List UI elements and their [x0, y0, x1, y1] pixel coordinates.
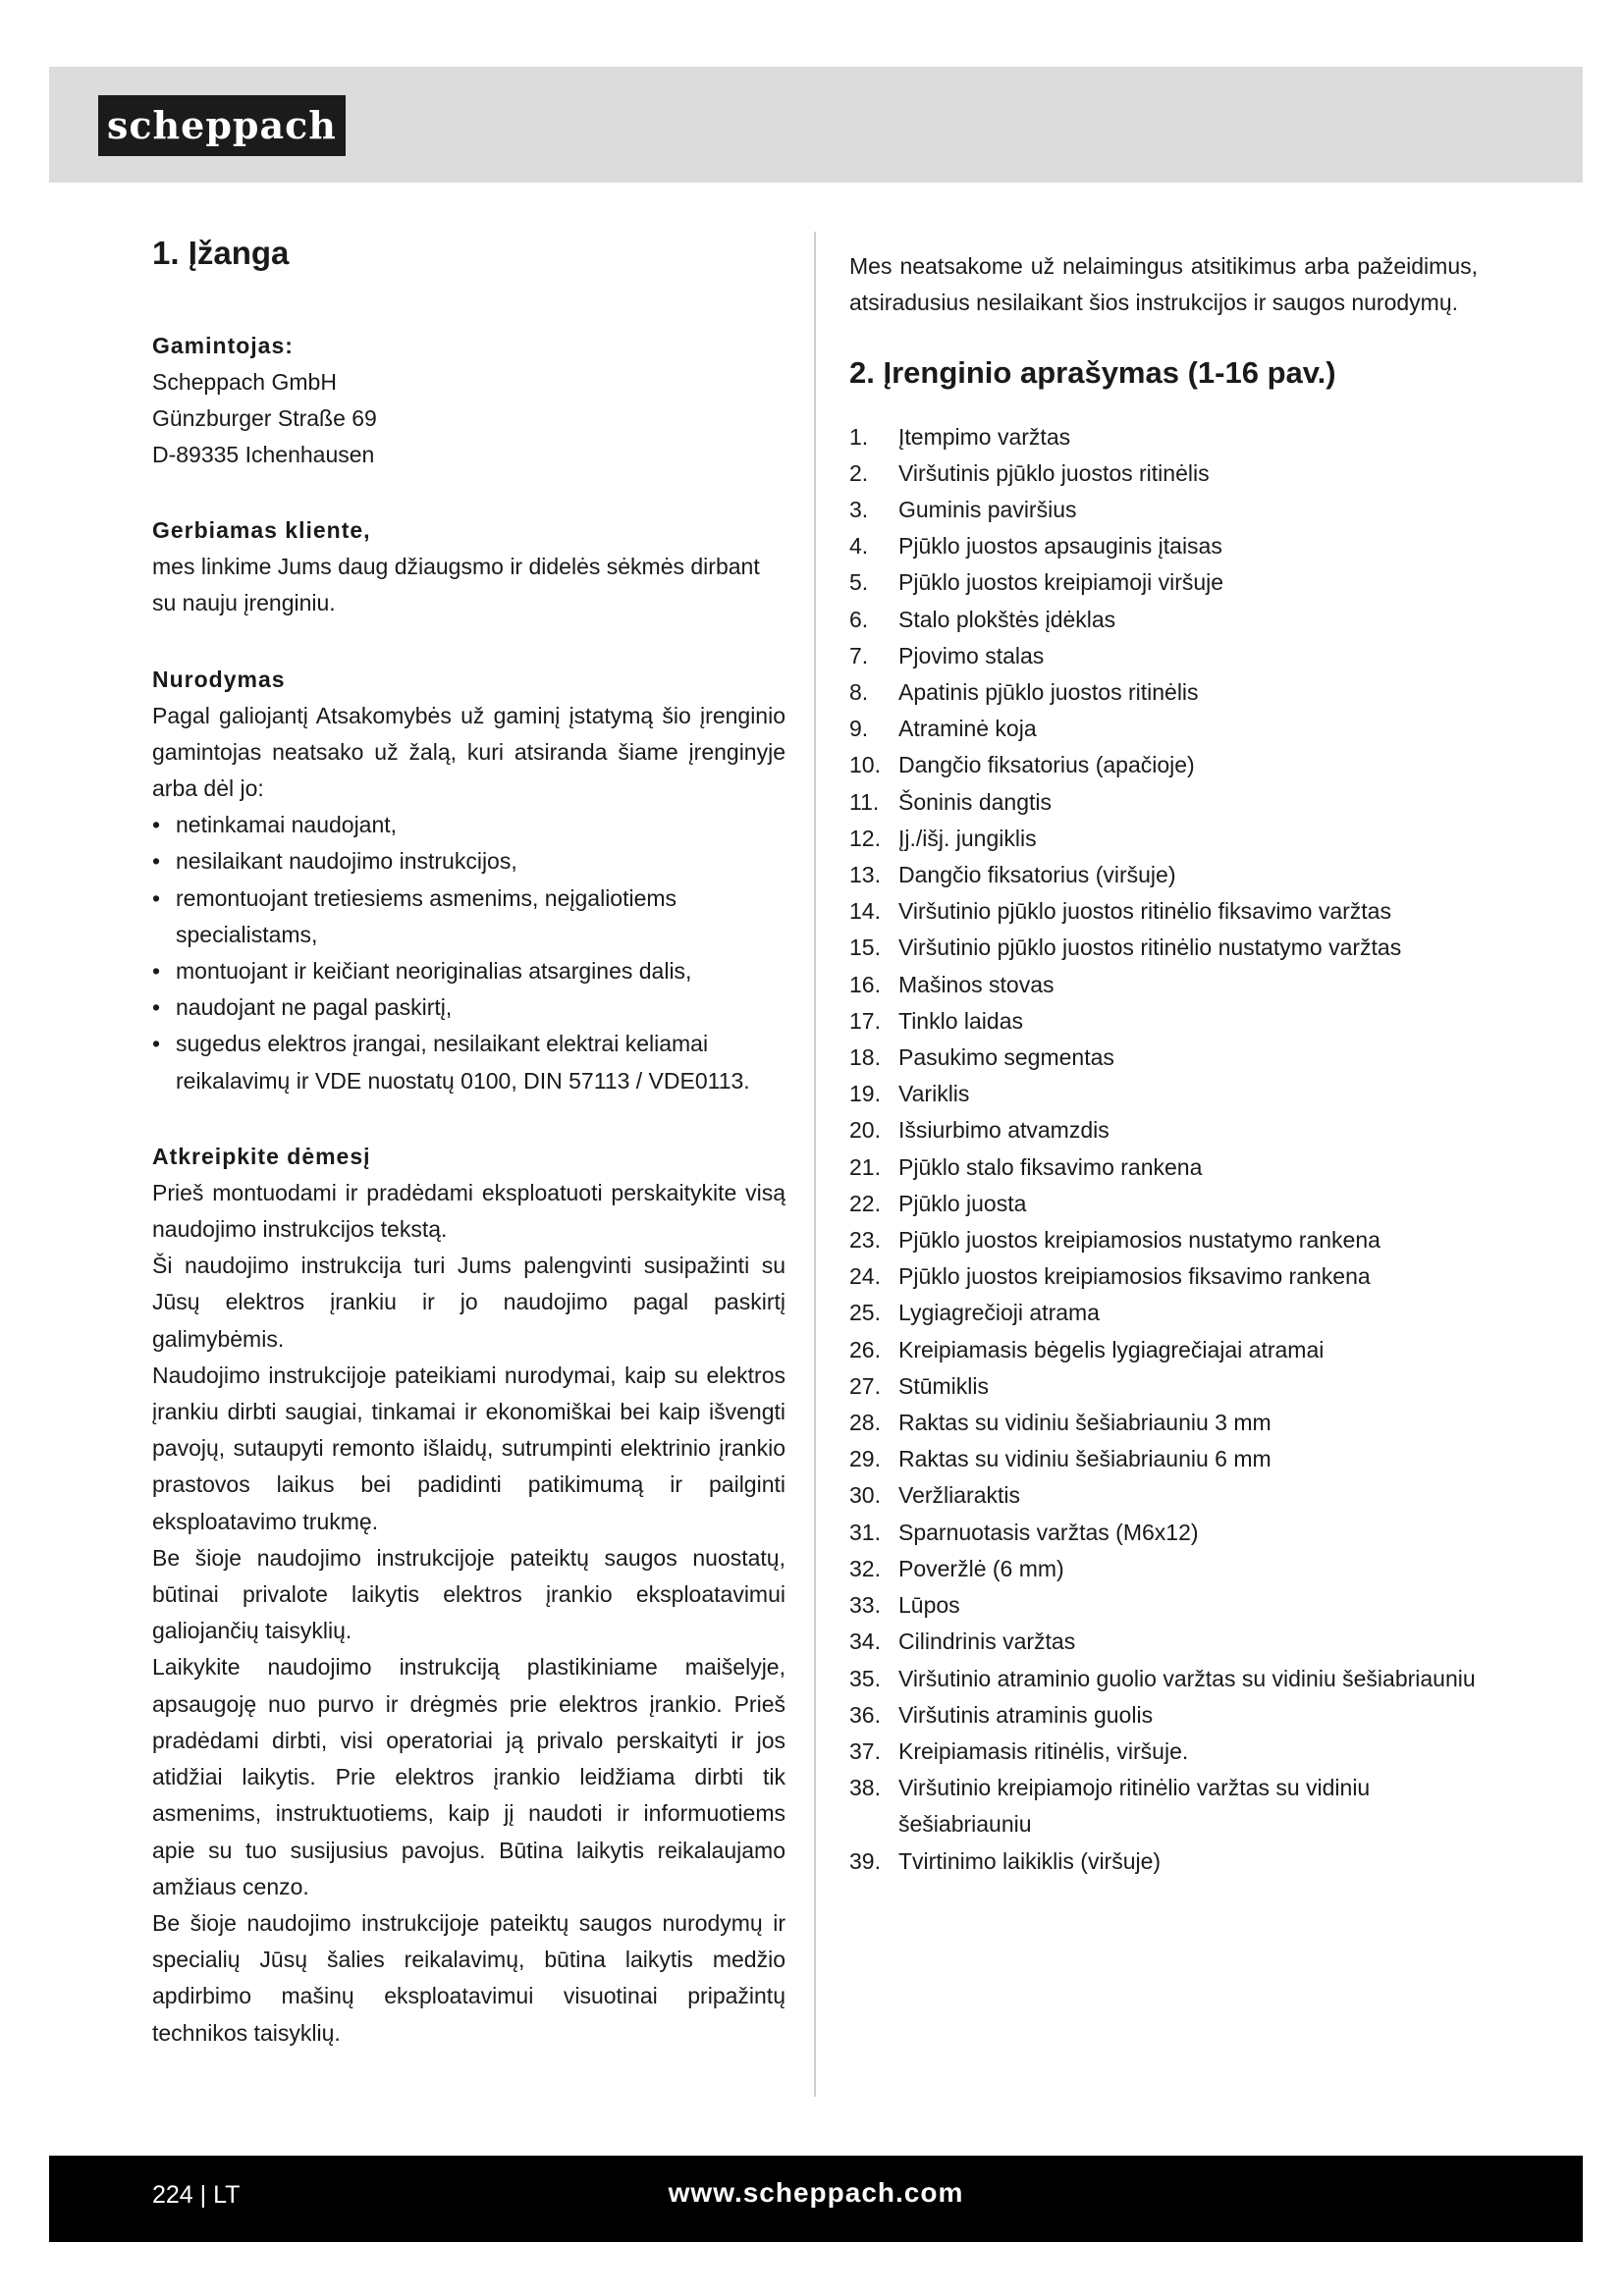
part-name: Lygiagrečioji atrama — [898, 1300, 1100, 1326]
part-number: 12. — [849, 825, 881, 851]
liability-exclusion-list — [152, 807, 785, 1099]
right-column — [849, 248, 1478, 1880]
scheppach-logo — [98, 95, 346, 156]
list-item: • remontuojant tretiesiems asmenims, neįgaliotiems specialistams, — [152, 881, 785, 953]
address-line: Günzburger Straße 69 — [152, 404, 377, 431]
part-name: Sparnuotasis varžtas (M6x12) — [898, 1519, 1199, 1545]
part-name: Viršutinis atraminis guolis — [898, 1701, 1154, 1728]
part-number: 27. — [849, 1372, 881, 1399]
list-item — [849, 821, 1478, 857]
part-name: Pjūklo juostos kreipiamosios fiksavimo rankena — [898, 1263, 1371, 1290]
list-item — [849, 1477, 1478, 1514]
list-item — [849, 1368, 1478, 1405]
part-name: Raktas su vidiniu šešiabriauniu 3 mm — [898, 1410, 1272, 1436]
list-item — [849, 1551, 1478, 1587]
part-name: Pjūklo juostos kreipiamoji viršuje — [898, 569, 1224, 596]
manufacturer-label: Gamintojas: — [152, 332, 294, 358]
list-item: • montuojant ir keičiant neoriginalias atsargines dalis, — [152, 953, 785, 989]
list-item — [849, 1770, 1478, 1842]
logo-text: scheppach — [107, 103, 337, 147]
attention-paragraph: Be šioje naudojimo instrukcijoje pateiktų saugos nurodymų ir specialių Jūsų šalies reikalavimų, būtina laikytis medžio apdirbimo mašinų eksploatavimui visuotinai pripažintų technikos taisyklių. — [152, 1909, 785, 2046]
list-item — [849, 528, 1478, 564]
list-item — [849, 1697, 1478, 1734]
list-item — [849, 930, 1478, 966]
section-heading-introduction: 1. Įžanga — [152, 235, 290, 271]
part-number: 16. — [849, 971, 881, 997]
page-number: 224 | LT — [152, 2181, 241, 2209]
part-name: Viršutinio kreipiamojo ritinėlio varžtas su vidiniu šešiabriauniu — [898, 1775, 1371, 1838]
part-name: Pjūklo juosta — [898, 1190, 1027, 1216]
list-item: • nesilaikant naudojimo instrukcijos, — [152, 843, 785, 880]
attention-paragraph: Be šioje naudojimo instrukcijoje pateiktų saugos nuostatų, būtinai privalote laikytis elektros įrankio eksploatavimui galiojančių taisyklių. — [152, 1544, 785, 1644]
part-name: Apatinis pjūklo juostos ritinėlis — [898, 679, 1199, 706]
list-item: • sugedus elektros įrangai, nesilaikant elektrai keliamai reikalavimų ir VDE nuostatų 0100, DIN 57113 / VDE0113. — [152, 1026, 785, 1098]
list-item — [849, 492, 1478, 528]
part-number: 7. — [849, 642, 869, 668]
list-item — [849, 1515, 1478, 1551]
section-heading-device-description: 2. Įrenginio aprašymas (1-16 pav.) — [849, 355, 1336, 391]
part-name: Mašinos stovas — [898, 971, 1055, 997]
list-item — [849, 893, 1478, 930]
part-number: 36. — [849, 1701, 881, 1728]
part-name: Įj./išj. jungiklis — [898, 825, 1037, 851]
list-item — [849, 1587, 1478, 1624]
part-number: 3. — [849, 497, 869, 522]
part-name: Dangčio fiksatorius (apačioje) — [898, 752, 1195, 778]
part-name: Pasukimo segmentas — [898, 1044, 1114, 1071]
website-link[interactable]: www.scheppach.com — [668, 2177, 964, 2208]
parts-list — [849, 419, 1478, 1880]
part-number: 11. — [849, 788, 880, 815]
list-item — [849, 419, 1478, 455]
part-name: Stalo plokštės įdėklas — [898, 606, 1116, 632]
list-item — [849, 857, 1478, 893]
part-name: Lūpos — [898, 1592, 960, 1619]
part-number: 13. — [849, 862, 881, 888]
customer-label: Gerbiamas kliente, — [152, 517, 371, 544]
part-number: 39. — [849, 1847, 881, 1874]
part-name: Šoninis dangtis — [898, 788, 1052, 815]
part-name: Viršutinio pjūklo juostos ritinėlio fiksavimo varžtas — [898, 898, 1391, 925]
list-item — [849, 1332, 1478, 1368]
left-column — [152, 234, 785, 2052]
part-number: 26. — [849, 1336, 881, 1362]
part-number: 9. — [849, 716, 869, 742]
footer-bar — [49, 2156, 1583, 2242]
list-item — [849, 747, 1478, 783]
part-name: Atraminė koja — [898, 716, 1037, 742]
list-item — [849, 1112, 1478, 1148]
part-number: 6. — [849, 606, 869, 632]
part-name: Veržliaraktis — [898, 1482, 1020, 1509]
list-item: • naudojant ne pagal paskirtį, — [152, 989, 785, 1026]
part-number: 5. — [849, 569, 869, 596]
part-number: 10. — [849, 752, 881, 778]
part-number: 14. — [849, 898, 881, 925]
part-name: Pjovimo stalas — [898, 642, 1045, 668]
list-item — [849, 1076, 1478, 1112]
list-item — [849, 1222, 1478, 1258]
list-item — [849, 711, 1478, 747]
list-item — [849, 1186, 1478, 1222]
part-name: Kreipiamasis bėgelis lygiagrečiajai atramai — [898, 1336, 1325, 1362]
part-name: Pjūklo juostos apsauginis įtaisas — [898, 533, 1222, 560]
part-number: 38. — [849, 1775, 881, 1801]
part-number: 34. — [849, 1629, 881, 1655]
part-name: Įtempimo varžtas — [898, 423, 1071, 450]
part-number: 30. — [849, 1482, 881, 1509]
part-name: Viršutinio atraminio guolio varžtas su vidiniu šešiabriauniu — [898, 1665, 1476, 1691]
manufacturer-address — [152, 364, 785, 474]
list-item — [849, 784, 1478, 821]
part-name: Pjūklo stalo fiksavimo rankena — [898, 1153, 1203, 1180]
part-number: 37. — [849, 1737, 881, 1764]
part-number: 18. — [849, 1044, 881, 1071]
list-item — [849, 602, 1478, 638]
list-item — [849, 455, 1478, 492]
customer-text: mes linkime Jums daug džiaugsmo ir didelės sėkmės dirbant su nauju įrenginiu. — [152, 554, 760, 616]
attention-paragraph: Prieš montuodami ir pradėdami eksploatuoti perskaitykite visą naudojimo instrukcijos tekstą. — [152, 1179, 785, 1243]
header-band — [49, 67, 1583, 183]
part-number: 20. — [849, 1117, 881, 1144]
list-item — [849, 1734, 1478, 1770]
part-number: 24. — [849, 1263, 881, 1290]
list-item — [849, 1441, 1478, 1477]
note-label: Nurodymas — [152, 666, 286, 692]
part-name: Pjūklo juostos kreipiamosios nustatymo rankena — [898, 1227, 1380, 1254]
attention-paragraph: Laikykite naudojimo instrukciją plastikiniame maišelyje, apsaugoję nuo purvo ir drėgmės prie elektros įrankio. Prieš pradėdami dirbti, visi operatoriai ją privalo perskaityti ir jos atidžiai laikytis. Prie elektros įrankio leidžiama dirbti tik asmenims, instruktuotiems, kaip jį naudoti ir informuotiems apie su tuo susijusius pavojus. Būtina laikytis reikalaujamo amžiaus cenzo. — [152, 1654, 785, 1899]
part-name: Variklis — [898, 1081, 970, 1107]
list-item — [849, 674, 1478, 711]
part-number: 29. — [849, 1446, 881, 1472]
column-divider — [814, 232, 816, 2097]
part-number: 1. — [849, 423, 869, 450]
part-number: 17. — [849, 1007, 881, 1034]
part-number: 25. — [849, 1300, 881, 1326]
disclaimer-text: Mes neatsakome už nelaimingus atsitikimus arba pažeidimus, atsiradusius nesilaikant šios instrukcijos ir saugos nurodymų. — [849, 253, 1478, 316]
attention-paragraph: Ši naudojimo instrukcija turi Jums palengvinti susipažinti su Jūsų elektros įrankiu ir jo naudojimo pagal paskirtį galimybėmis. — [152, 1253, 785, 1352]
list-item — [849, 1295, 1478, 1331]
list-item — [849, 1843, 1478, 1880]
part-name: Dangčio fiksatorius (viršuje) — [898, 862, 1176, 888]
part-name: Kreipiamasis ritinėlis, viršuje. — [898, 1737, 1189, 1764]
list-item — [849, 1624, 1478, 1660]
part-name: Tvirtinimo laikiklis (viršuje) — [898, 1847, 1162, 1874]
list-item — [849, 638, 1478, 674]
part-number: 28. — [849, 1410, 881, 1436]
part-number: 4. — [849, 533, 869, 560]
address-line: Scheppach GmbH — [152, 368, 337, 395]
note-text: Pagal galiojantį Atsakomybės už gaminį įstatymą šio įrenginio gamintojas neatsako už žalą, kuri atsiranda šiame įrenginyje arba dėl jo: — [152, 702, 785, 802]
attention-label: Atkreipkite dėmesį — [152, 1143, 371, 1169]
attention-paragraph: Naudojimo instrukcijoje pateikiami nurodymai, kaip su elektros įrankiu dirbti saugiai, tinkamai ir ekonomiškai bei kaip išvengti pavojų, sutaupyti remonto išlaidų, sutrumpinti elektrinio įrankio prastovos laikus bei padidinti patikimumą ir pailginti eksploatavimo trukmę. — [152, 1362, 785, 1534]
part-name: Poveržlė (6 mm) — [898, 1555, 1064, 1581]
part-name: Stūmiklis — [898, 1372, 990, 1399]
part-number: 2. — [849, 459, 869, 486]
part-number: 32. — [849, 1555, 881, 1581]
part-name: Išsiurbimo atvamzdis — [898, 1117, 1110, 1144]
part-number: 35. — [849, 1665, 881, 1691]
part-number: 23. — [849, 1227, 881, 1254]
list-item — [849, 1405, 1478, 1441]
part-name: Raktas su vidiniu šešiabriauniu 6 mm — [898, 1446, 1272, 1472]
list-item — [849, 1040, 1478, 1076]
part-number: 21. — [849, 1153, 881, 1180]
part-number: 8. — [849, 679, 869, 706]
part-name: Guminis paviršius — [898, 497, 1077, 522]
list-item — [849, 1003, 1478, 1040]
part-number: 19. — [849, 1081, 881, 1107]
part-number: 15. — [849, 934, 881, 961]
part-name: Viršutinio pjūklo juostos ritinėlio nustatymo varžtas — [898, 934, 1402, 961]
part-name: Tinklo laidas — [898, 1007, 1023, 1034]
list-item — [849, 564, 1478, 601]
part-number: 33. — [849, 1592, 881, 1619]
address-line: D-89335 Ichenhausen — [152, 442, 375, 467]
part-name: Viršutinis pjūklo juostos ritinėlis — [898, 459, 1210, 486]
list-item: • netinkamai naudojant, — [152, 807, 785, 843]
list-item — [849, 967, 1478, 1003]
part-number: 31. — [849, 1519, 881, 1545]
list-item — [849, 1258, 1478, 1295]
list-item — [849, 1661, 1478, 1697]
list-item — [849, 1149, 1478, 1186]
part-name: Cilindrinis varžtas — [898, 1629, 1076, 1655]
part-number: 22. — [849, 1190, 881, 1216]
